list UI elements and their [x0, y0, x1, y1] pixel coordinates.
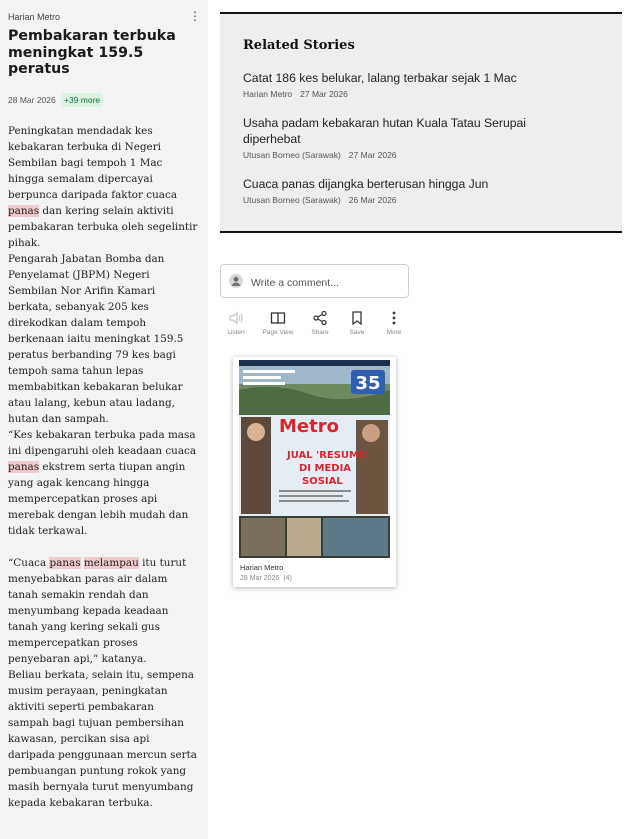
- bookmark-icon: [349, 310, 365, 326]
- cover-date: 28 Mar 2026: [240, 575, 280, 582]
- anniversary-badge: 35: [355, 373, 381, 394]
- related-story[interactable]: [243, 70, 563, 99]
- related-heading: Related Stories: [243, 38, 355, 53]
- listen-button[interactable]: [219, 310, 253, 336]
- cover-headline-line: JUAL 'RESUME': [287, 450, 369, 461]
- save-label: Save: [349, 329, 365, 336]
- related-story-date: 26 Mar 2026: [348, 195, 397, 205]
- front-page-image: [239, 360, 390, 558]
- comment-placeholder: Write a comment...: [251, 277, 339, 289]
- article-date: 28 Mar 2026: [8, 95, 56, 105]
- save-button[interactable]: [340, 310, 374, 336]
- related-story-title[interactable]: Usaha padam kebakaran hutan Kuala Tatau Serupai diperhebat: [243, 116, 526, 146]
- related-story-title[interactable]: Cuaca panas dijangka berterusan hingga Jun: [243, 177, 489, 191]
- share-label: Share: [311, 329, 329, 336]
- search-highlight: melampau: [83, 557, 139, 569]
- related-story-date: 27 Mar 2026: [348, 150, 397, 160]
- article-panel: [0, 0, 208, 839]
- speaker-icon: [228, 310, 244, 326]
- listen-label: Listen: [227, 329, 245, 336]
- book-open-icon: [270, 310, 286, 326]
- more-vertical-icon: [386, 310, 402, 326]
- share-icon: [312, 310, 328, 326]
- article-title: Pembakaran terbuka meningkat 159.5 peratus: [8, 28, 176, 77]
- comment-input[interactable]: [220, 264, 409, 298]
- newspaper-cover-card[interactable]: [233, 357, 396, 587]
- related-story-date: 27 Mar 2026: [300, 89, 348, 99]
- more-editions-badge[interactable]: +39 more: [61, 93, 103, 107]
- article-source[interactable]: Harian Metro: [8, 12, 61, 22]
- cover-count: (4): [283, 575, 292, 582]
- kebab-menu-icon[interactable]: ⋮: [189, 9, 201, 23]
- page-view-label: Page View: [262, 329, 294, 336]
- article-toolbar: [220, 310, 420, 340]
- cover-date-line: [240, 575, 292, 582]
- related-story-source: Utusan Borneo (Sarawak): [243, 150, 341, 160]
- related-story[interactable]: [243, 115, 563, 160]
- page-view-button[interactable]: [261, 310, 295, 336]
- article-paragraph: Pengarah Jabatan Bomba dan Penyelamat (JBPM) Negeri Sembilan Nor Arifin Kamari berkata, sebanyak 205 kes direkodkan dalam tempoh berkenaan iaitu meningkat 159.5 peratus berbanding 79 kes bagi tempoh sama tahun lepas membabitkan kebakaran belukar atau lalang, kebun atau ladang, hutan dan sampah.: [8, 253, 184, 425]
- article-paragraph: “Cuaca panas melampau itu turut menyebabkan paras air dalam tanah semakin rendah dan menyumbang kepada keadaan tanah yang kering sekali gus mempercepatkan proses penyebaran api,” katanya.: [8, 557, 187, 665]
- more-label: More: [386, 329, 402, 336]
- search-highlight: panas: [8, 205, 40, 217]
- more-button[interactable]: [377, 310, 411, 336]
- related-story-source: Utusan Borneo (Sarawak): [243, 195, 341, 205]
- related-story[interactable]: [243, 176, 563, 205]
- user-avatar-icon: [229, 274, 243, 288]
- related-stories: [220, 12, 622, 233]
- cover-source: Harian Metro: [240, 563, 284, 572]
- article-paragraph: Peningkatan mendadak kes kebakaran terbuka di Negeri Sembilan bagi tempoh 1 Mac hingga semalam dipercayai berpunca daripada faktor cuaca panas dan kering selain aktiviti pembakaran terbuka oleh segelintir pihak.: [8, 125, 198, 249]
- cover-headline-line: SOSIAL: [302, 476, 343, 487]
- article-paragraph: Beliau berkata, selain itu, sempena musim perayaan, peningkatan aktiviti seperti pembakaran sampah bagi tujuan pembersihan kawasan, percikan sisa api daripada penggunaan mercun serta pembuangan puntung rokok yang masih bernyala turut menyumbang kepada kebakaran terbuka.: [8, 669, 197, 809]
- share-button[interactable]: [303, 310, 337, 336]
- search-highlight: panas: [49, 557, 81, 569]
- related-story-title[interactable]: Catat 186 kes belukar, lalang terbakar sejak 1 Mac: [243, 71, 517, 85]
- article-paragraph: “Kes kebakaran terbuka pada masa ini dipengaruhi oleh keadaan cuaca panas ekstrem serta tiupan angin yang agak kencang hingga mempercepatkan proses api merebak dengan lebih mudah dan tidak terkawal.: [8, 429, 197, 537]
- related-story-source: Harian Metro: [243, 89, 293, 99]
- cover-headline-line: DI MEDIA: [299, 463, 352, 474]
- newspaper-cover-thumbnail[interactable]: [239, 360, 390, 558]
- masthead: Metro: [279, 416, 339, 437]
- search-highlight: panas: [8, 461, 40, 473]
